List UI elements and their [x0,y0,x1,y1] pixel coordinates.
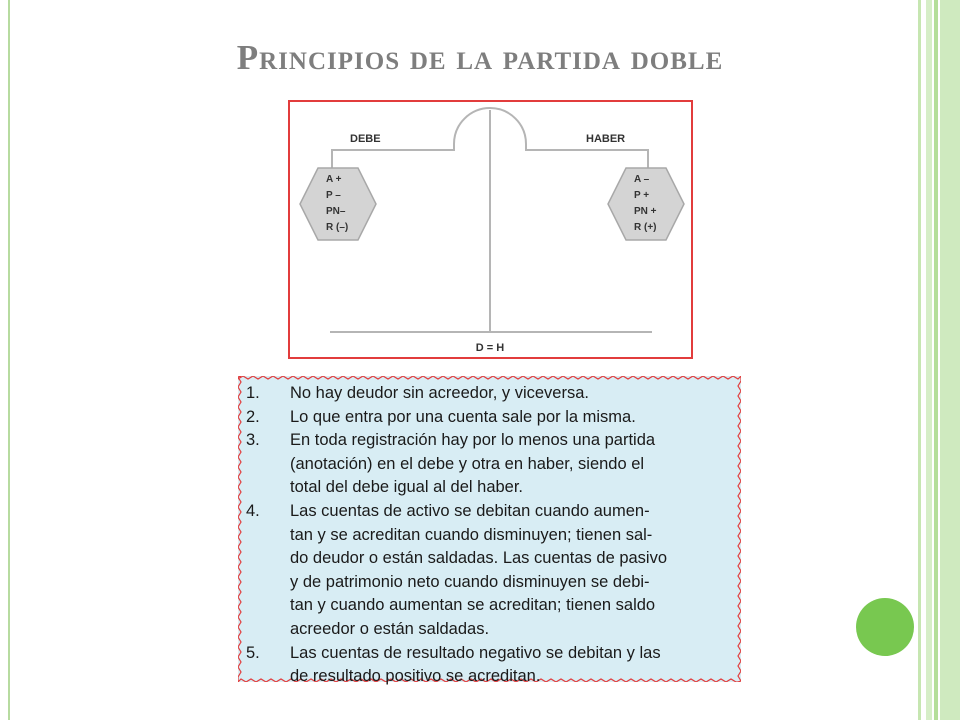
debe-item: P – [326,190,341,201]
debe-item: A + [326,174,342,185]
rules-box [238,376,741,686]
haber-item: A – [634,174,650,185]
haber-item: P + [634,190,650,201]
accent-dot [856,598,914,656]
rule-number: 3. [246,431,260,450]
debe-item: PN– [326,206,346,217]
rule-number: 4. [246,501,260,520]
haber-item: R (+) [634,222,657,233]
slide-frame-left [8,0,10,720]
haber-item: PN + [634,206,657,217]
debe-haber-diagram [288,100,693,359]
rule-item [246,642,731,689]
rule-item [246,500,731,642]
slide-frame-right-band [926,0,960,720]
rule-number: 2. [246,407,260,426]
slide-title: Principios de la partida doble [236,38,724,77]
rule-item [246,382,731,406]
rule-text: Las cuentas de resultado negativo se debitan y las de resultado positivo se acreditan. [290,643,661,686]
rule-text: Las cuentas de activo se debitan cuando aumen- tan y se acreditan cuando disminuyen; tienen sal- do deudor o están saldadas. Las cuentas de pasivo y de patrimonio neto cuando disminuyen se debi- tan y cuando aumentan se acreditan; tienen saldo acreedor o están saldadas. [290,501,668,638]
rule-item [246,429,731,500]
rule-text: Lo que entra por una cuenta sale por la misma. [290,407,636,426]
rule-text: En toda registración hay por lo menos una partida (anotación) en el debe y otra en haber, siendo el total del debe igual al del haber. [290,431,656,497]
rules-list [246,382,731,689]
slide-frame-right-line [918,0,921,720]
haber-label: HABER [586,133,626,145]
rule-item [246,406,731,430]
rule-text: No hay deudor sin acreedor, y viceversa. [290,384,589,402]
diagram-graphic [290,102,691,357]
debe-label: DEBE [350,133,381,145]
rule-number: 5. [246,643,260,662]
rule-number: 1. [246,384,260,402]
debe-item: R (–) [326,222,349,233]
equality-label: D = H [475,342,505,354]
